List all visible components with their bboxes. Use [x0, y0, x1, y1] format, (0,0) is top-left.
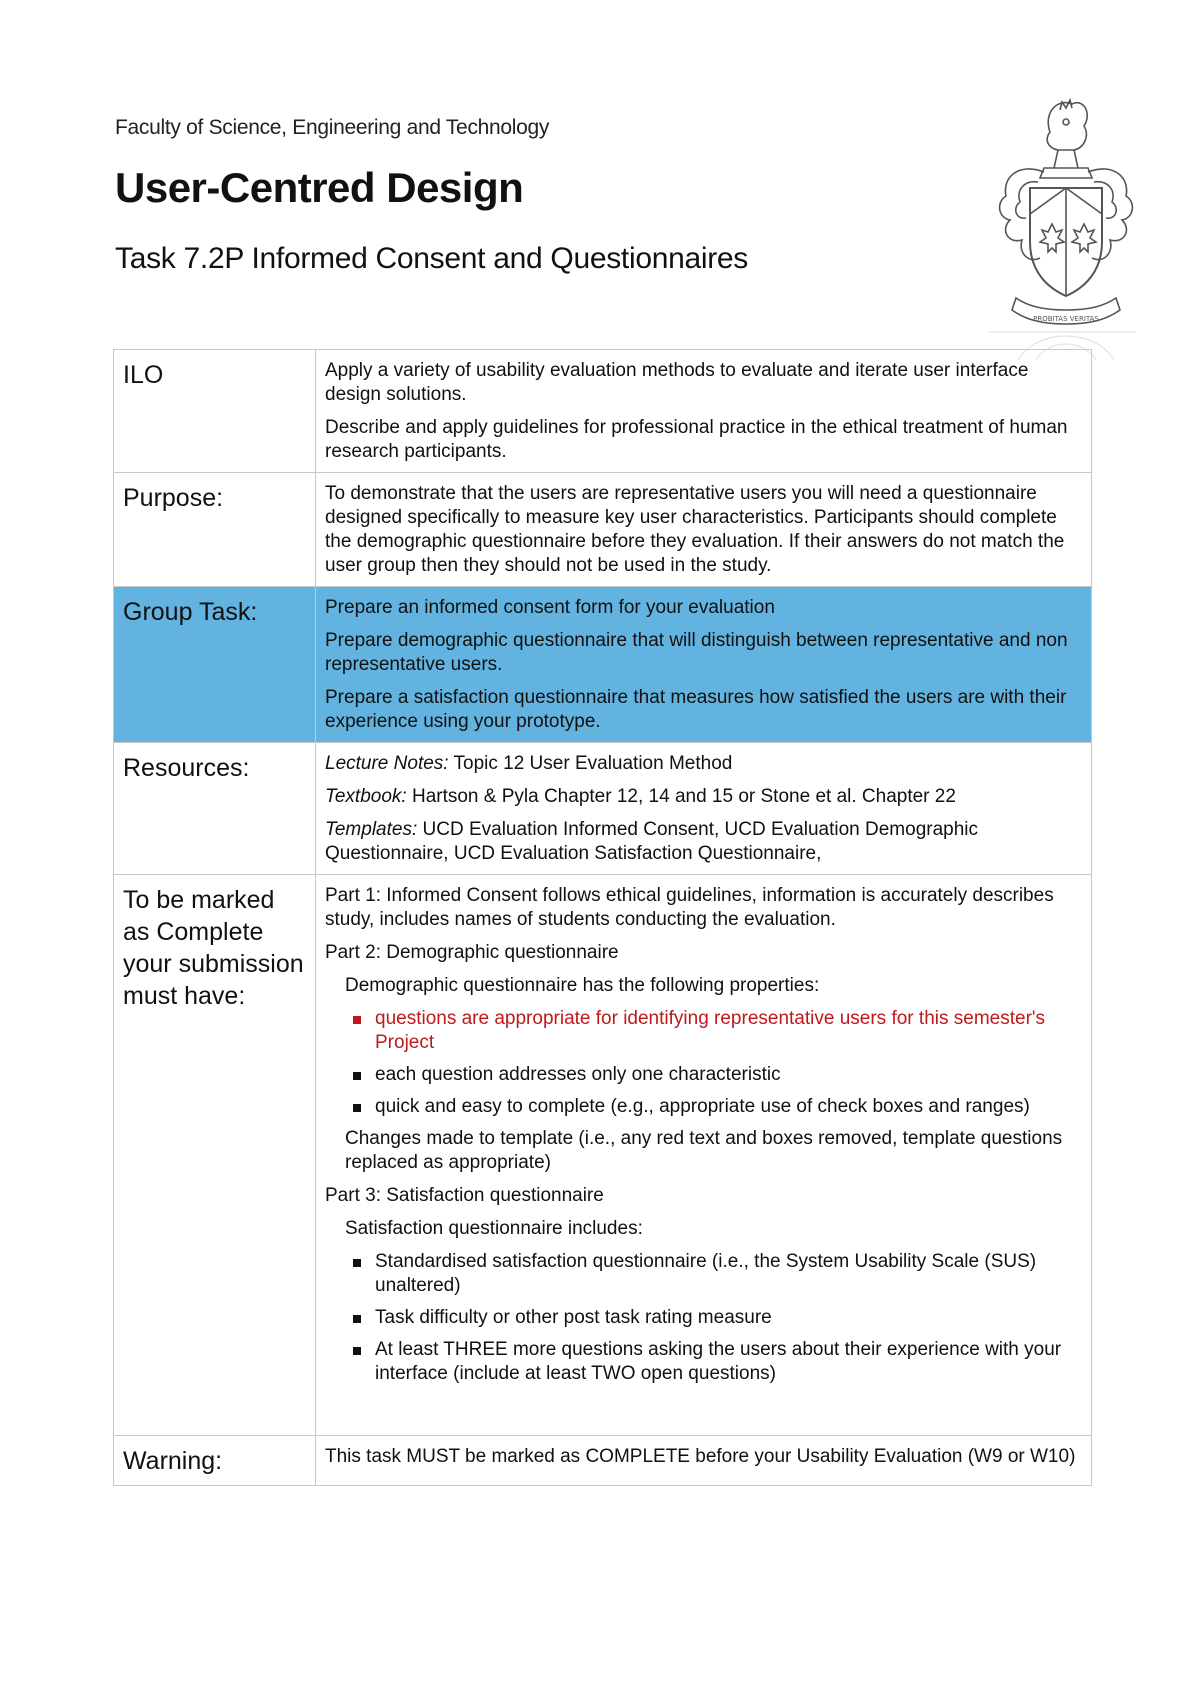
- part3-heading: Part 3: Satisfaction questionnaire: [325, 1185, 604, 1206]
- marking-content: [316, 875, 1092, 1436]
- lecture-label: Lecture Notes:: [325, 753, 449, 774]
- part1-text: Part 1: Informed Consent follows ethical guidelines, information is accurately describes study, includes names of students conducting the evaluation.: [325, 885, 1054, 930]
- ilo-text-1: Apply a variety of usability evaluation methods to evaluate and iterate user interface design solutions.: [325, 360, 1029, 405]
- purpose-row: [114, 473, 1092, 587]
- ilo-label: ILO: [114, 350, 316, 473]
- resources-content: [316, 743, 1092, 875]
- unit-title: User-Centred Design: [115, 164, 524, 211]
- resources-row: [114, 743, 1092, 875]
- resource-templates: [325, 818, 1083, 866]
- part2-changes: Changes made to template (i.e., any red text and boxes removed, template questions replaced as appropriate): [345, 1128, 1063, 1173]
- warning-text: This task MUST be marked as COMPLETE before your Usability Evaluation (W9 or W10): [316, 1436, 1092, 1486]
- purpose-content: [316, 473, 1092, 587]
- part3-intro: Satisfaction questionnaire includes:: [345, 1218, 643, 1239]
- group-task-text-2: Prepare demographic questionnaire that will distinguish between representative and non representative users.: [325, 630, 1068, 675]
- group-task-text-3: Prepare a satisfaction questionnaire that measures how satisfied the users are with their experience using your prototype.: [325, 687, 1067, 732]
- group-task-content: [316, 587, 1092, 743]
- task-title: Task 7.2P Informed Consent and Questionnaires: [115, 242, 748, 275]
- warning-row: [114, 1436, 1092, 1486]
- resource-textbook: [325, 785, 1083, 809]
- part2-heading: Part 2: Demographic questionnaire: [325, 942, 619, 963]
- resources-label: Resources:: [114, 743, 316, 875]
- templates-text: UCD Evaluation Informed Consent, UCD Evaluation Demographic Questionnaire, UCD Evaluation Satisfaction Questionnaire,: [325, 819, 979, 864]
- ilo-content: [316, 350, 1092, 473]
- textbook-text: Hartson & Pyla Chapter 12, 14 and 15 or Stone et al. Chapter 22: [406, 786, 956, 807]
- list-item: Standardised satisfaction questionnaire (i.e., the System Usability Scale (SUS) unaltered): [375, 1250, 1083, 1298]
- list-item: each question addresses only one characteristic: [375, 1063, 1083, 1087]
- lecture-text: Topic 12 User Evaluation Method: [448, 753, 733, 774]
- part2-bullet-list: [325, 1007, 1083, 1119]
- group-task-text-1: Prepare an informed consent form for your evaluation: [325, 597, 775, 618]
- group-task-row: [114, 587, 1092, 743]
- faculty-name: Faculty of Science, Engineering and Technology: [115, 116, 550, 139]
- crest-motto: PROBITAS VERITAS: [1033, 315, 1099, 323]
- marking-label: To be marked as Complete your submission must have:: [114, 875, 316, 1436]
- list-item: Task difficulty or other post task rating measure: [375, 1306, 1083, 1330]
- marking-row: [114, 875, 1092, 1436]
- list-item: At least THREE more questions asking the users about their experience with your interface (include at least TWO open questions): [375, 1338, 1083, 1386]
- templates-label: Templates:: [325, 819, 418, 840]
- warning-label: Warning:: [114, 1436, 316, 1486]
- university-crest-logo: [988, 92, 1136, 360]
- purpose-text: To demonstrate that the users are representative users you will need a questionnaire designed specifically to measure key user characteristics. Participants should complete the demographic questionnaire before they evaluation. If their answers do not match the user group then they should not be used in the study.: [325, 483, 1065, 576]
- list-item: questions are appropriate for identifying representative users for this semester's Project: [375, 1007, 1083, 1055]
- resource-lecture: [325, 752, 1083, 776]
- part2-intro: Demographic questionnaire has the following properties:: [345, 975, 820, 996]
- list-item: quick and easy to complete (e.g., appropriate use of check boxes and ranges): [375, 1095, 1083, 1119]
- purpose-label: Purpose:: [114, 473, 316, 587]
- ilo-text-2: Describe and apply guidelines for professional practice in the ethical treatment of human research participants.: [325, 417, 1068, 462]
- task-details-table: [113, 349, 1092, 1486]
- part3-bullet-list: [325, 1250, 1083, 1386]
- group-task-label: Group Task:: [114, 587, 316, 743]
- ilo-row: [114, 350, 1092, 473]
- textbook-label: Textbook:: [325, 786, 407, 807]
